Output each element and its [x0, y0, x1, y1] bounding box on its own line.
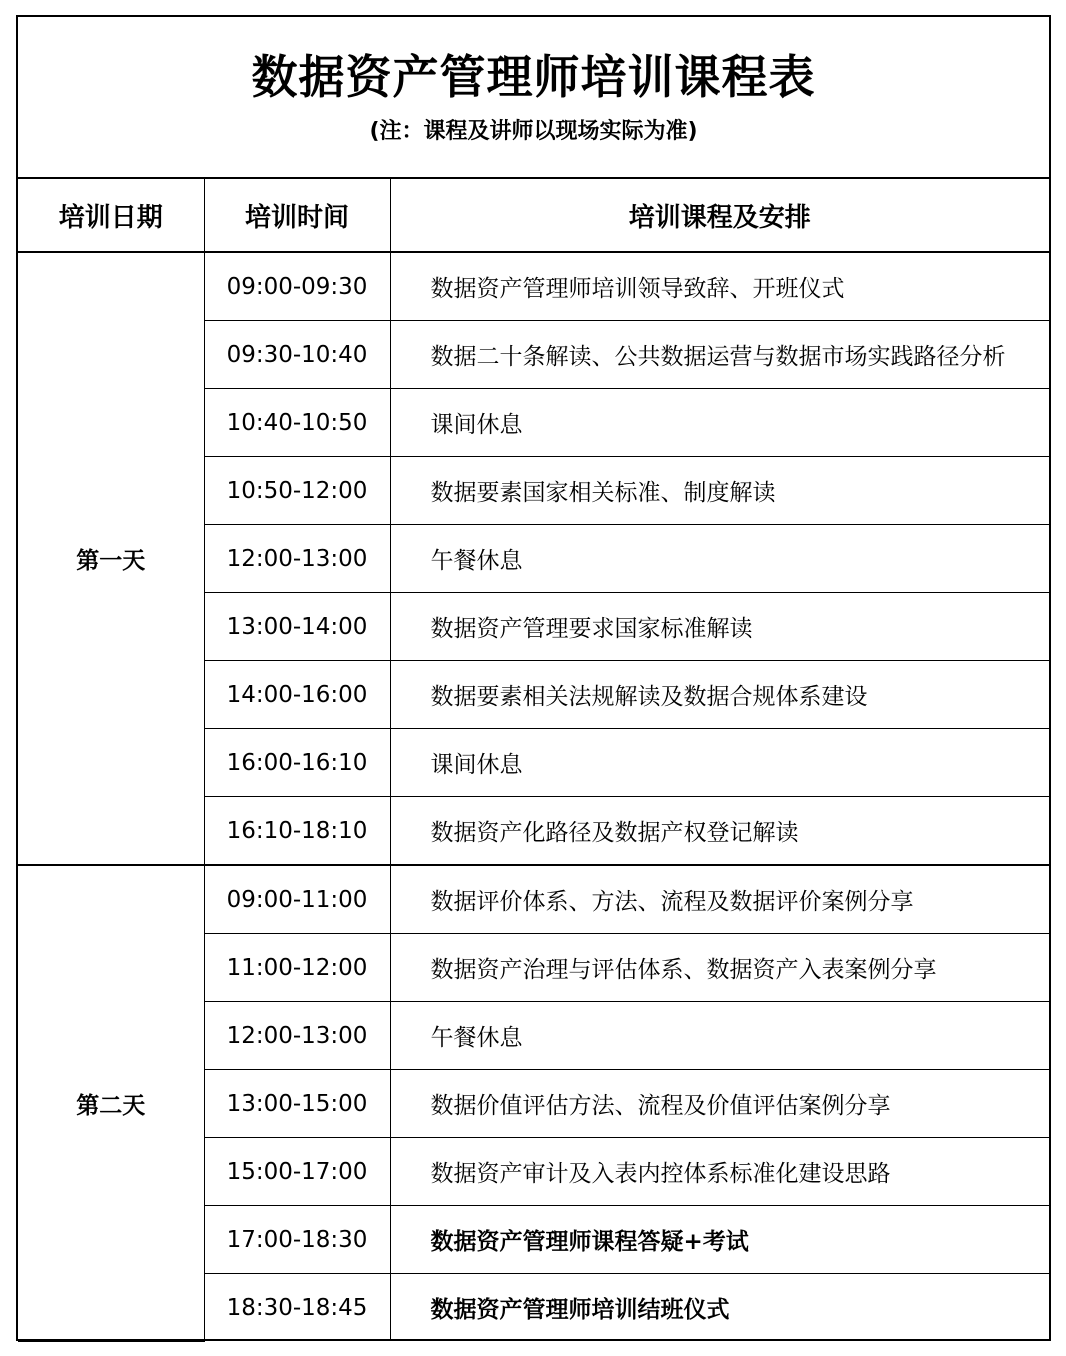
day-label: 第二天	[18, 865, 204, 1341]
session-time: 09:00-09:30	[204, 252, 390, 321]
session-course: 数据价值评估方法、流程及价值评估案例分享	[390, 1070, 1049, 1138]
session-course: 数据资产审计及入表内控体系标准化建设思路	[390, 1138, 1049, 1206]
session-course: 数据资产管理要求国家标准解读	[390, 593, 1049, 661]
session-time: 10:40-10:50	[204, 389, 390, 457]
session-time: 11:00-12:00	[204, 934, 390, 1002]
session-time: 16:10-18:10	[204, 797, 390, 866]
session-time: 16:00-16:10	[204, 729, 390, 797]
session-course: 午餐休息	[390, 1002, 1049, 1070]
session-course: 数据二十条解读、公共数据运营与数据市场实践路径分析	[390, 321, 1049, 389]
table-header-row	[18, 179, 1049, 252]
header-course: 培训课程及安排	[390, 179, 1049, 252]
schedule-table	[18, 179, 1049, 1342]
session-course: 课间休息	[390, 729, 1049, 797]
session-course: 数据资产化路径及数据产权登记解读	[390, 797, 1049, 866]
session-time: 17:00-18:30	[204, 1206, 390, 1274]
session-time: 15:00-17:00	[204, 1138, 390, 1206]
session-course: 数据资产管理师培训领导致辞、开班仪式	[390, 252, 1049, 321]
session-time: 12:00-13:00	[204, 525, 390, 593]
session-time: 09:30-10:40	[204, 321, 390, 389]
title-block	[18, 17, 1049, 179]
session-course: 数据资产管理师课程答疑+考试	[390, 1206, 1049, 1274]
page-title: 数据资产管理师培训课程表	[251, 50, 816, 104]
session-course: 数据要素国家相关标准、制度解读	[390, 457, 1049, 525]
table-row	[18, 252, 1049, 321]
session-time: 14:00-16:00	[204, 661, 390, 729]
session-course: 午餐休息	[390, 525, 1049, 593]
session-time: 13:00-14:00	[204, 593, 390, 661]
session-time: 18:30-18:45	[204, 1274, 390, 1342]
session-course: 数据资产治理与评估体系、数据资产入表案例分享	[390, 934, 1049, 1002]
header-time: 培训时间	[204, 179, 390, 252]
table-row	[18, 865, 1049, 934]
session-course: 数据评价体系、方法、流程及数据评价案例分享	[390, 865, 1049, 934]
session-course: 数据要素相关法规解读及数据合规体系建设	[390, 661, 1049, 729]
session-time: 10:50-12:00	[204, 457, 390, 525]
day-label: 第一天	[18, 252, 204, 865]
session-time: 13:00-15:00	[204, 1070, 390, 1138]
session-time: 09:00-11:00	[204, 865, 390, 934]
schedule-sheet	[16, 15, 1051, 1341]
session-course: 数据资产管理师培训结班仪式	[390, 1274, 1049, 1342]
session-course: 课间休息	[390, 389, 1049, 457]
header-date: 培训日期	[18, 179, 204, 252]
session-time: 12:00-13:00	[204, 1002, 390, 1070]
page-subtitle: (注：课程及讲师以现场实际为准)	[369, 119, 698, 144]
